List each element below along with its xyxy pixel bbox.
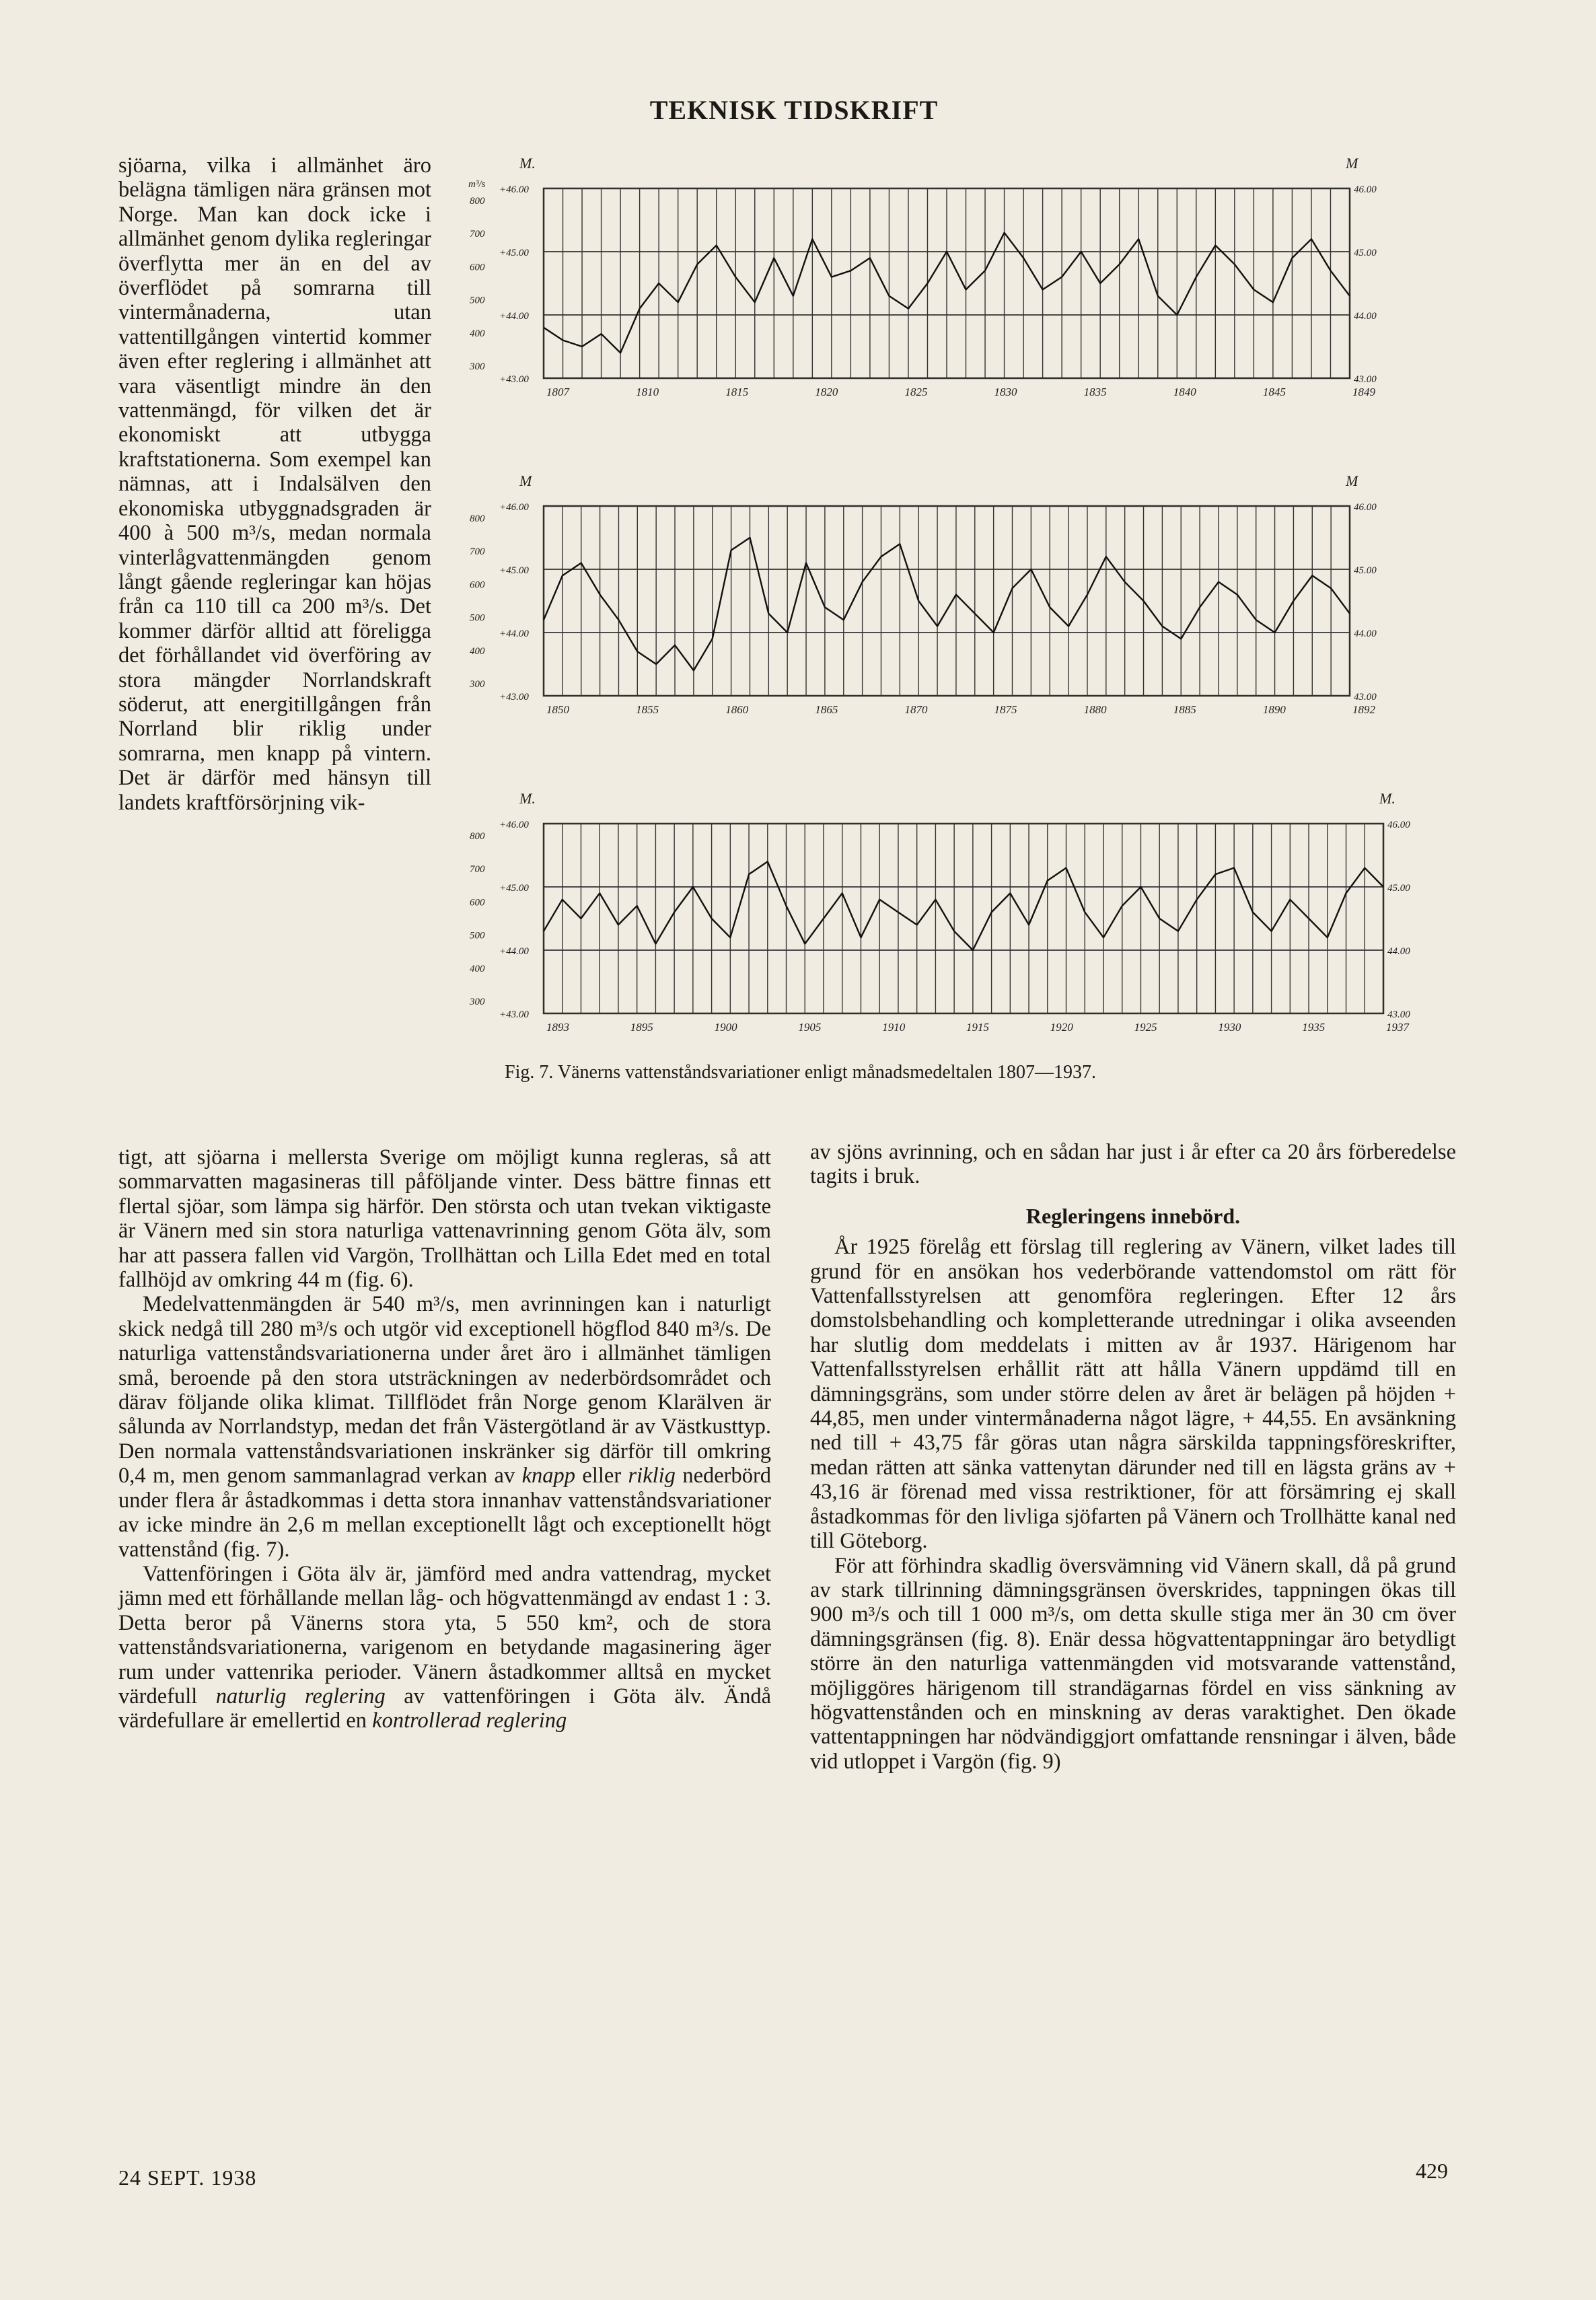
text-run: eller bbox=[582, 1464, 622, 1488]
year-tick-label: 1855 bbox=[636, 703, 659, 716]
flow-tick-label: 800 bbox=[470, 196, 485, 207]
year-tick-label: 1893 bbox=[546, 1021, 569, 1034]
flow-tick-label: 400 bbox=[470, 963, 485, 974]
year-tick-label: 1880 bbox=[1083, 703, 1107, 716]
right-axis-label: M bbox=[1346, 155, 1358, 172]
text-run: Medelvattenmängden är 540 m³/s, men avrinningen kan i naturligt skick nedgå till 280 m³/s och utgör vid exceptionell högflod 840 m³/s. De naturliga vattenståndsvariationerna under året äro i allmänhet tämligen små, beroende på den stora utsträckningen av nederbördsområdet och därav följande olika klimat. Tillflödet från Norge genom Klarälven är sålunda av Norrlandstyp, medan det från Västergötland är av Västkusttyp. Den normala vattenståndsvariationen inskränker sig därför till omkring 0,4 m, men genom sammanlagrad verkan av bbox=[118, 1292, 771, 1488]
right-axis-label: M bbox=[1346, 472, 1358, 489]
figure-caption: Fig. 7. Vänerns vattenståndsvariationer enligt månadsmedeltalen 1807—1937. bbox=[505, 1062, 1096, 1083]
right-axis-label: M. bbox=[1379, 790, 1395, 807]
flow-tick-label: 600 bbox=[470, 897, 485, 908]
flow-tick-label: 500 bbox=[470, 295, 485, 306]
level-tick-label: +44.00 bbox=[499, 311, 529, 322]
paragraph: tigt, att sjöarna i mellersta Sverige om möjligt kunna regleras, så att sommarvatten magasineras till påföljande vinter. Dess bättre finnas ett flertal sjöar, som lämpa sig härför. Den största och utan tvekan viktigaste är Vänern med sin stora naturliga vattenavrinning genom Göta älv, som har att passera fallen vid Vargön, Trollhättan och Lilla Edet med en total fallhöjd av omkring 44 m (fig. 6). bbox=[118, 1145, 771, 1293]
right-level-tick-label: 46.00 bbox=[1354, 184, 1377, 195]
year-tick-label: 1937 bbox=[1386, 1021, 1409, 1034]
flow-tick-label: 300 bbox=[470, 997, 485, 1007]
right-level-tick-label: 43.00 bbox=[1387, 1009, 1410, 1020]
year-tick-label: 1840 bbox=[1173, 386, 1196, 398]
year-tick-label: 1915 bbox=[966, 1021, 989, 1034]
year-tick-label: 1930 bbox=[1218, 1021, 1241, 1034]
year-tick-label: 1885 bbox=[1173, 703, 1196, 716]
year-tick-label: 1850 bbox=[546, 703, 569, 716]
year-tick-label: 1920 bbox=[1050, 1021, 1073, 1034]
year-tick-label: 1910 bbox=[882, 1021, 906, 1034]
year-tick-label: 1890 bbox=[1262, 703, 1286, 716]
year-tick-label: 1835 bbox=[1083, 386, 1107, 398]
year-tick-label: 1820 bbox=[815, 386, 838, 398]
flow-tick-label: 800 bbox=[470, 513, 485, 524]
level-tick-label: +45.00 bbox=[499, 565, 529, 576]
flow-tick-label: 500 bbox=[470, 930, 485, 941]
paragraph: sjöarna, vilka i allmänhet äro belägna tämligen nära gränsen mot Norge. Man kan dock icke i allmänhet genom dylika regleringar överflytta mer än en del av överflödet på somrarna till vintermånaderna, utan vattentillgången vintertid kommer även efter reglering i allmänhet att vara väsentligt mindre än den vattenmängd, för vilken det är ekonomiskt att utbygga kraftstationerna. Som exempel kan nämnas, att i Indalsälven den ekonomiska utbyggnadsgraden är 400 à 500 m³/s, medan normala vinterlågvattenmängden genom långt gående regleringar kan höjas från ca 110 till ca 200 m³/s. Det kommer därför alltid att föreligga det förhållandet vid överföring av stora mängder Norrlandskraft söderut, att energitillgången från Norrland blir riklig under somrarna, men knapp på vintern. Det är därför med hänsyn till landets kraftförsörjning vik- bbox=[118, 153, 431, 815]
level-tick-label: +43.00 bbox=[499, 374, 529, 385]
flow-tick-label: 300 bbox=[470, 361, 485, 372]
text-run: Vattenföringen i Göta älv är, jämförd med andra vattendrag, mycket jämn med ett förhållande mellan låg- och högvattenmängd av endast 1 : 3. Detta beror på Vänerns stora yta, 5 550 km², och de stora vattenståndsvariationerna, varigenom en betydande magasinering äger rum under vattenrika perioder. Vänern åstadkommer alltså en mycket värdefull bbox=[118, 1561, 771, 1709]
paragraph bbox=[118, 1562, 771, 1733]
year-tick-label: 1875 bbox=[994, 703, 1017, 716]
level-tick-label: +46.00 bbox=[499, 184, 529, 195]
flow-tick-label: 600 bbox=[470, 262, 485, 273]
flow-tick-label: 700 bbox=[470, 229, 485, 240]
flow-tick-label: 700 bbox=[470, 546, 485, 558]
journal-header: TEKNISK TIDSKRIFT bbox=[649, 95, 939, 125]
level-tick-label: +44.00 bbox=[499, 628, 529, 639]
right-level-tick-label: 43.00 bbox=[1354, 692, 1377, 703]
paragraph bbox=[118, 1292, 771, 1561]
year-tick-label: 1845 bbox=[1262, 386, 1286, 398]
year-tick-label: 1849 bbox=[1352, 386, 1375, 398]
text-run: av vattenföringen i Göta älv. Ändå värdefullare är emellertid en bbox=[118, 1684, 772, 1733]
level-tick-label: +45.00 bbox=[499, 883, 529, 894]
year-tick-label: 1925 bbox=[1134, 1021, 1157, 1034]
year-tick-label: 1895 bbox=[630, 1021, 653, 1034]
flow-tick-label: 400 bbox=[470, 328, 485, 339]
right-level-tick-label: 45.00 bbox=[1387, 883, 1410, 894]
right-level-tick-label: 43.00 bbox=[1354, 374, 1377, 385]
year-tick-label: 1825 bbox=[904, 386, 928, 398]
year-tick-label: 1935 bbox=[1302, 1021, 1326, 1034]
level-tick-label: +44.00 bbox=[499, 946, 529, 957]
year-tick-label: 1892 bbox=[1352, 703, 1375, 716]
level-tick-label: +43.00 bbox=[499, 1009, 529, 1020]
year-tick-label: 1807 bbox=[546, 386, 569, 398]
year-tick-label: 1900 bbox=[714, 1021, 737, 1034]
flow-tick-label: 500 bbox=[470, 612, 485, 624]
year-tick-label: 1830 bbox=[994, 386, 1017, 398]
water-level-line bbox=[544, 861, 1383, 950]
flow-tick-label: 300 bbox=[470, 679, 485, 690]
paragraph: För att förhindra skadlig översvämning vid Vänern skall, då på grund av stark tillrinning dämningsgränsen överskrides, tappningen ökas till 900 m³/s och till 1 000 m³/s, om detta skulle stiga mer än 30 cm över dämningsgränsen (fig. 8). Enär dessa högvattentappningar äro betydligt större än den naturliga vattenmängden vid motsvarande vattenstånd, möjliggöres härigenom till strandägarnas fördel en viss sänkning av högvattenstånden och en minskning av deras varaktighet. Den ökade vattentappningen har nödvändiggjort omfattande rensningar i älven, både vid utloppet i Vargön (fig. 9) bbox=[810, 1553, 1456, 1774]
water-level-line bbox=[544, 538, 1350, 670]
year-tick-label: 1905 bbox=[798, 1021, 822, 1034]
level-tick-label: +43.00 bbox=[499, 692, 529, 703]
right-level-tick-label: 45.00 bbox=[1354, 565, 1377, 576]
flow-unit-label: m³/s bbox=[468, 179, 486, 190]
left-narrow-column bbox=[118, 153, 431, 815]
level-tick-label: +46.00 bbox=[499, 502, 529, 513]
emphasis: riklig bbox=[628, 1464, 676, 1488]
left-axis-label: M. bbox=[519, 155, 536, 172]
right-level-tick-label: 46.00 bbox=[1387, 820, 1410, 830]
paragraph: av sjöns avrinning, och en sådan har just i år efter ca 20 års förberedelse tagits i bruk. bbox=[810, 1140, 1456, 1189]
right-column bbox=[810, 1140, 1456, 1774]
year-tick-label: 1870 bbox=[904, 703, 928, 716]
flow-tick-label: 700 bbox=[470, 864, 485, 875]
flow-tick-label: 600 bbox=[470, 579, 485, 591]
right-level-tick-label: 45.00 bbox=[1354, 248, 1377, 258]
chart-frame bbox=[544, 506, 1350, 696]
left-column bbox=[118, 1145, 771, 1733]
page-number: 429 bbox=[1416, 2159, 1448, 2183]
emphasis: knapp bbox=[521, 1464, 576, 1488]
year-tick-label: 1860 bbox=[725, 703, 749, 716]
emphasis: naturlig reglering bbox=[215, 1684, 386, 1709]
right-level-tick-label: 46.00 bbox=[1354, 502, 1377, 513]
paragraph: År 1925 förelåg ett förslag till reglering av Vänern, vilket lades till grund för en ansökan hos vederbörande vattendomstol om rätt för Vattenfallsstyrelsen att genomföra regleringen. Efter 12 års domstolsbehandling och kompletterande utredningar i olika avseenden har slutlig dom meddelats i mitten av år 1937. Härigenom har Vattenfallsstyrelsen erhållit rätt att hålla Vänern uppdämd till en dämningsgräns, som under större delen av året är belägen på höjden + 44,85, men under vintermånaderna något lägre, + 44,55. En avsänkning ned till + 43,75 får göras utan några särskilda tappningsföreskrifter, medan rätten att sänka vattenytan därunder ned till en lägsta gräns av + 43,16 är förenad med vissa restriktioner, för att försämring ej skall åstadkommas för den livliga sjöfarten på Vänern och Trollhätte kanal ned till Göteborg. bbox=[810, 1235, 1456, 1554]
right-level-tick-label: 44.00 bbox=[1387, 946, 1410, 957]
level-tick-label: +45.00 bbox=[499, 248, 529, 258]
flow-tick-label: 400 bbox=[470, 645, 485, 657]
year-tick-label: 1865 bbox=[815, 703, 838, 716]
year-tick-label: 1810 bbox=[636, 386, 659, 398]
text-run: nederbörd under flera år åstadkommas i detta stora innanhav vattenståndsvariationer av icke mindre än 2,6 m mellan exceptionellt lågt och exceptionellt högt vattenstånd (fig. 7). bbox=[118, 1464, 772, 1562]
year-tick-label: 1815 bbox=[725, 386, 749, 398]
emphasis: kontrollerad reglering bbox=[372, 1709, 567, 1733]
flow-tick-label: 800 bbox=[470, 831, 485, 842]
right-level-tick-label: 44.00 bbox=[1354, 628, 1377, 639]
issue-date: 24 SEPT. 1938 bbox=[118, 2165, 257, 2190]
left-axis-label: M bbox=[519, 472, 532, 489]
level-tick-label: +46.00 bbox=[499, 820, 529, 830]
left-axis-label: M. bbox=[519, 790, 536, 807]
section-heading: Regleringens innebörd. bbox=[1025, 1203, 1241, 1228]
right-level-tick-label: 44.00 bbox=[1354, 311, 1377, 322]
